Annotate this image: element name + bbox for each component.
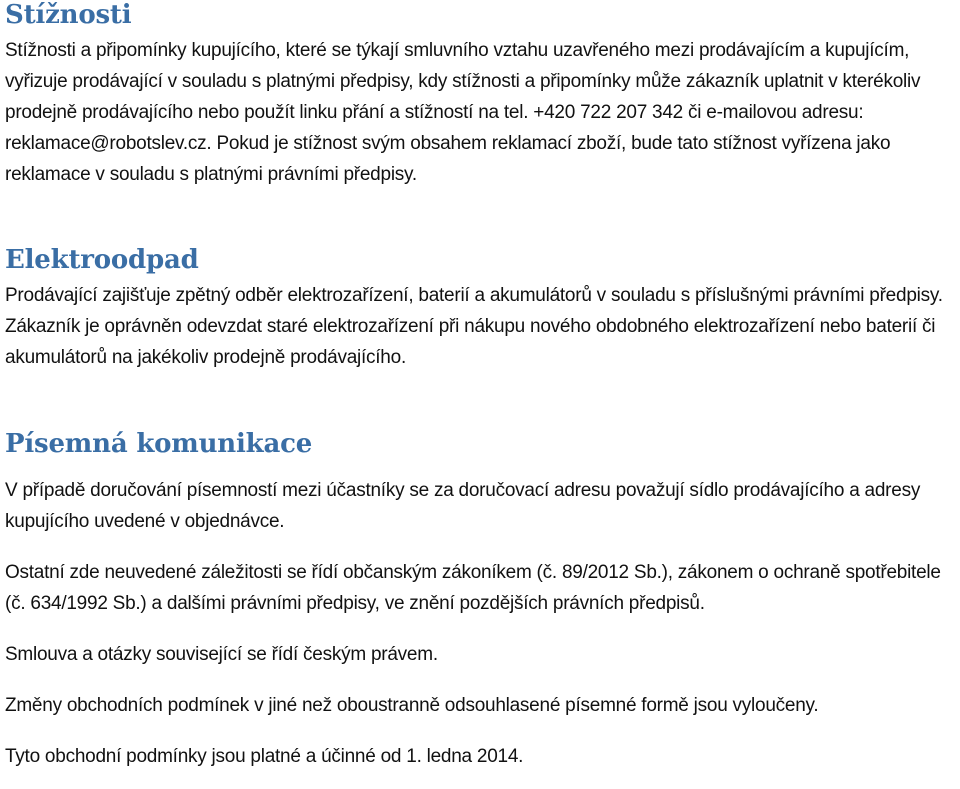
paragraph-e-waste: Prodávající zajišťuje zpětný odběr elektrozařízení, baterií a akumulátorů v souladu s příslušnými právními předpisy. Zákazník je oprávněn odevzdat staré elektrozařízení při nákupu nového obdobného elektrozařízení nebo baterií či akumulátorů na jakékoliv prodejně prodávajícího. <box>5 285 943 368</box>
paragraph-czech-law: Smlouva a otázky související se řídí českým právem. <box>5 644 438 665</box>
document-page <box>5 0 957 772</box>
heading-e-waste: Elektroodpad <box>5 245 199 275</box>
paragraph-complaints: Stížnosti a připomínky kupujícího, které se týkají smluvního vztahu uzavřeného mezi prodávajícím a kupujícím, vyřizuje prodávající v souladu s platnými předpisy, kdy stížnosti a připomínky může zákazník uplatnit v kterékoliv prodejně prodávajícího nebo použít linku přání a stížností na tel. +420 722 207 342 či e-mailovou adresu: reklamace@robotslev.cz. Pokud je stížnost svým obsahem reklamací zboží, bude tato stížnost vyřízena jako reklamace v souladu s platnými právními předpisy. <box>5 40 921 185</box>
paragraph-other-matters: Ostatní zde neuvedené záležitosti se řídí občanským zákoníkem (č. 89/2012 Sb.), zákonem o ochraně spotřebitele (č. 634/1992 Sb.) a dalšími právními předpisy, ve znění pozdějších právních předpisů. <box>5 562 941 614</box>
heading-complaints: Stížnosti <box>5 0 132 30</box>
section-complaints <box>5 0 957 190</box>
heading-written-communication: Písemná komunikace <box>5 429 313 459</box>
paragraph-validity: Tyto obchodní podmínky jsou platné a účinné od 1. ledna 2014. <box>5 746 524 767</box>
section-e-waste <box>5 245 957 373</box>
paragraph-delivery-address: V případě doručování písemností mezi účastníky se za doručovací adresu považují sídlo prodávajícího a adresy kupujícího uvedené v objednávce. <box>5 480 921 532</box>
section-written-communication <box>5 429 957 772</box>
paragraph-changes: Změny obchodních podmínek v jiné než oboustranně odsouhlasené písemné formě jsou vyloučeny. <box>5 695 819 716</box>
